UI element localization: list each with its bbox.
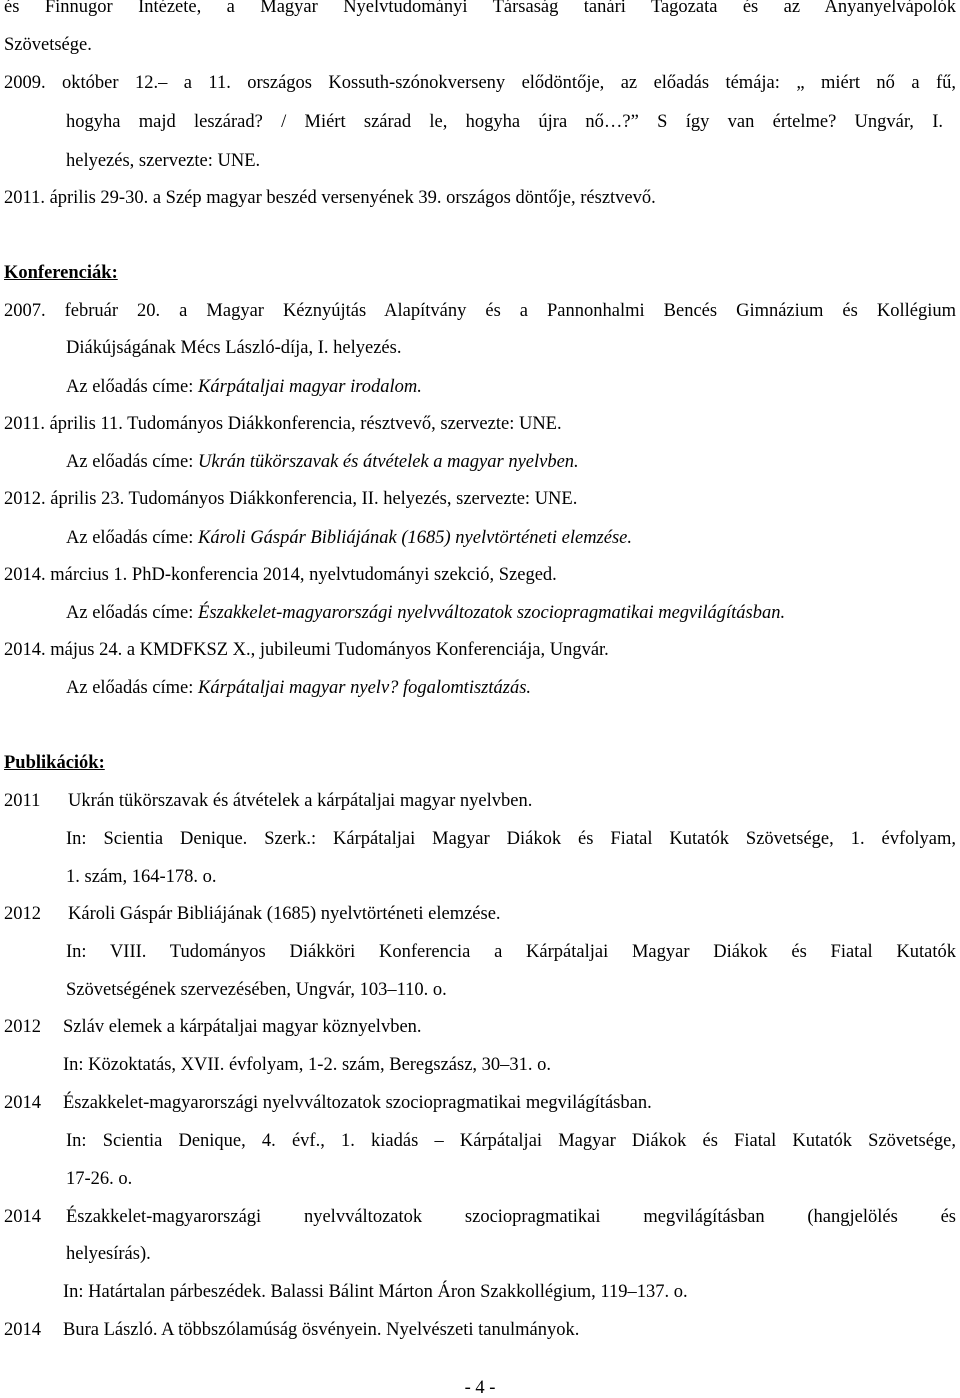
talk-title-label: Az előadás címe:	[66, 452, 199, 472]
talk-title-label: Az előadás címe:	[66, 678, 199, 698]
publication-year: 2011	[4, 791, 41, 811]
publication-source: In: Határtalan párbeszédek. Balassi Bálint Márton Áron Szakkollégium, 119–137. o.	[63, 1282, 688, 1302]
publication-year: 2014	[4, 1320, 41, 1340]
text-line: 2011. április 11. Tudományos Diákkonferencia, résztvevő, szervezte: UNE.	[4, 414, 562, 434]
publication-title: Károli Gáspár Bibliájának (1685) nyelvtörténeti elemzése.	[68, 904, 501, 924]
text-line: és Finnugor Intézete, a Magyar Nyelvtudományi Társaság tanári Tagozata és az Anyanyelvápolók	[4, 0, 956, 17]
talk-title: Kárpátaljai magyar nyelv? fogalomtisztázás.	[198, 678, 532, 698]
publication-source: In: VIII. Tudományos Diákköri Konferencia a Kárpátaljai Magyar Diákok és Fiatal Kutatók	[66, 942, 956, 962]
publication-source: In: Közoktatás, XVII. évfolyam, 1-2. szám, Beregszász, 30–31. o.	[63, 1055, 552, 1075]
publication-title: Bura László. A többszólamúság ösvényein. Nyelvészeti tanulmányok.	[63, 1320, 580, 1340]
talk-title: Kárpátaljai magyar irodalom.	[198, 377, 422, 397]
text-line: hogyha majd leszárad? / Miért szárad le, hogyha újra nő…?” S így van értelme? Ungvár, I.	[66, 112, 943, 132]
section-heading-publikaciok: Publikációk:	[4, 753, 105, 773]
publication-source: Szövetségének szervezésében, Ungvár, 103–110. o.	[66, 980, 447, 1000]
publication-title: Északkelet-magyarországi nyelvváltozatok szociopragmatikai megvilágításban (hangjelölés és	[66, 1207, 956, 1227]
publication-year: 2012	[4, 904, 41, 924]
talk-title-line	[66, 453, 579, 472]
publication-year: 2014	[4, 1093, 41, 1113]
talk-title-label: Az előadás címe:	[66, 603, 199, 623]
talk-title: Károli Gáspár Bibliájának (1685) nyelvtörténeti elemzése.	[198, 528, 632, 548]
talk-title-line	[66, 679, 531, 698]
section-heading-konferenciak: Konferenciák:	[4, 263, 118, 283]
talk-title: Ukrán tükörszavak és átvételek a magyar nyelvben.	[198, 452, 579, 472]
text-line: 2007. február 20. a Magyar Kéznyújtás Alapítvány és a Pannonhalmi Bencés Gimnázium és Kollégium	[4, 301, 956, 321]
talk-title: Északkelet-magyarországi nyelvváltozatok szociopragmatikai megvilágításban.	[198, 603, 786, 623]
talk-title-line	[66, 604, 785, 623]
talk-title-line	[66, 529, 632, 548]
talk-title-label: Az előadás címe:	[66, 377, 199, 397]
publication-year: 2012	[4, 1017, 41, 1037]
talk-title-label: Az előadás címe:	[66, 528, 199, 548]
text-line: Diákújságának Mécs László-díja, I. helyezés.	[66, 338, 402, 358]
publication-year: 2014	[4, 1207, 41, 1227]
text-line: 2014. május 24. a KMDFKSZ X., jubileumi Tudományos Konferenciája, Ungvár.	[4, 640, 609, 660]
publication-source: 1. szám, 164-178. o.	[66, 867, 217, 887]
text-line: 2009. október 12.– a 11. országos Kossuth-szónokverseny elődöntője, az előadás témája: „ miért nő a fű,	[4, 73, 956, 93]
publication-source: In: Scientia Denique. Szerk.: Kárpátaljai Magyar Diákok és Fiatal Kutatók Szövetsége, 1. évfolyam,	[66, 829, 956, 849]
page-number: - 4 -	[464, 1378, 496, 1398]
publication-source: In: Scientia Denique, 4. évf., 1. kiadás – Kárpátaljai Magyar Diákok és Fiatal Kutatók Szövetsége,	[66, 1131, 956, 1151]
publication-source: 17-26. o.	[66, 1169, 133, 1189]
text-line: 2011. április 29-30. a Szép magyar beszéd versenyének 39. országos döntője, résztvevő.	[4, 188, 656, 208]
text-line: 2012. április 23. Tudományos Diákkonferencia, II. helyezés, szervezte: UNE.	[4, 489, 578, 509]
text-line: Szövetsége.	[4, 35, 92, 55]
publication-title: Szláv elemek a kárpátaljai magyar köznyelvben.	[63, 1017, 422, 1037]
publication-title: Északkelet-magyarországi nyelvváltozatok szociopragmatikai megvilágításban.	[63, 1093, 652, 1113]
text-line: 2014. március 1. PhD-konferencia 2014, nyelvtudományi szekció, Szeged.	[4, 565, 557, 585]
text-line: helyezés, szervezte: UNE.	[66, 151, 261, 171]
publication-title: helyesírás).	[66, 1244, 151, 1264]
talk-title-line	[66, 378, 422, 397]
publication-title: Ukrán tükörszavak és átvételek a kárpátaljai magyar nyelvben.	[68, 791, 533, 811]
